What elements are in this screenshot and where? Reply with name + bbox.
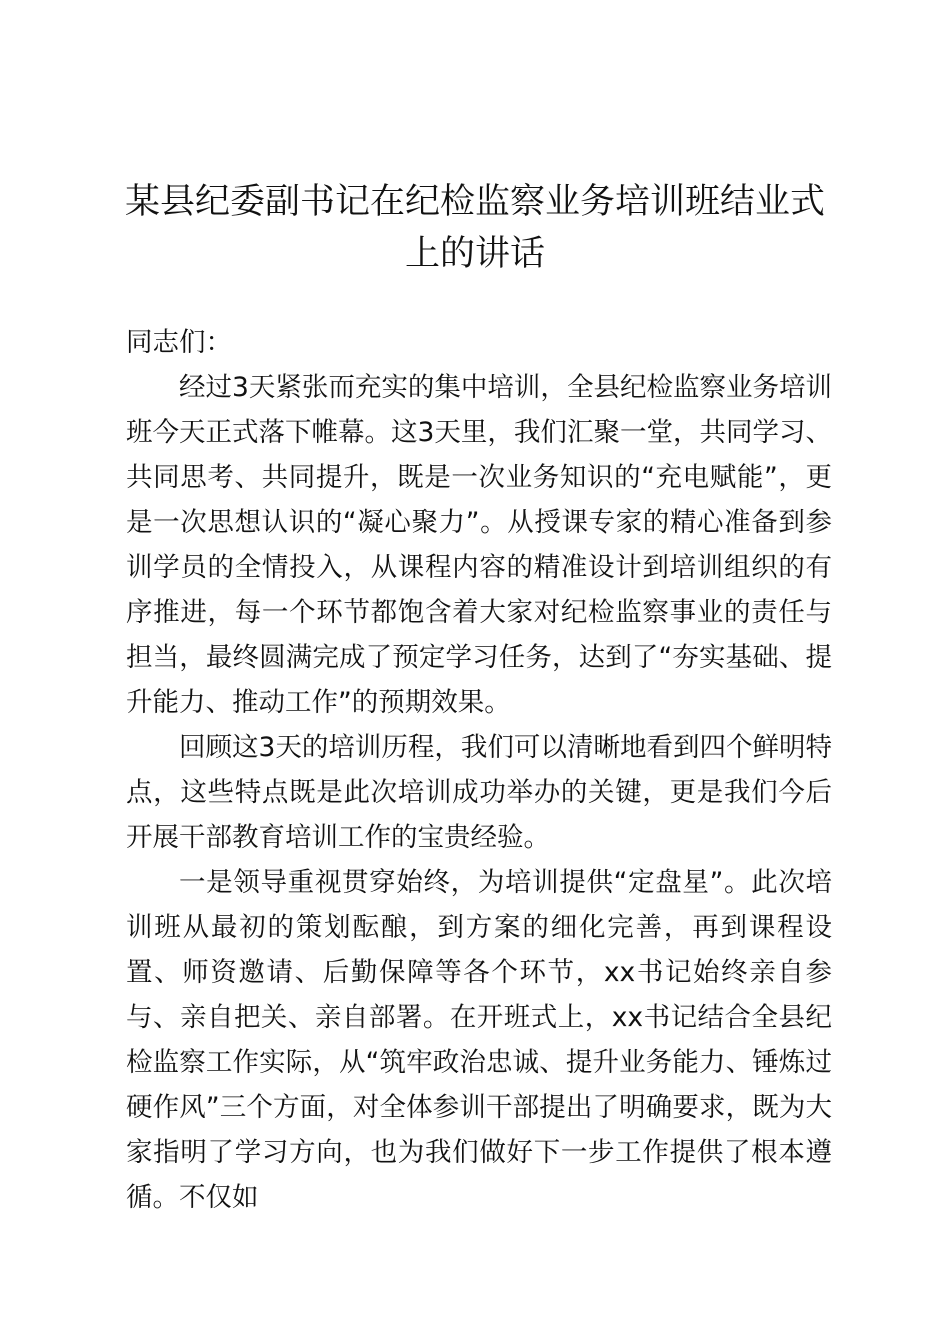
document-title: 某县纪委副书记在纪检监察业务培训班结业式上的讲话 xyxy=(124,182,825,274)
paragraph-3: 一是领导重视贯穿始终，为培训提供“定盘星”。此次培训班从最初的策划酝酿，到方案的细化完善，再到课程设置、师资邀请、后勤保障等各个环节，xx书记始终亲自参与、亲自把关、亲自部署。在开班式上，xx书记结合全县纪检监察工作实际，从“筑牢政治忠诚、提升业务能力、锤炼过硬作风”三个方面，对全体参训干部提出了明确要求，既为大家指明了学习方向，也为我们做好下一步工作提供了根本遵循。不仅如 xyxy=(126,867,832,1213)
paragraph-2: 回顾这3天的培训历程，我们可以清晰地看到四个鲜明特点，这些特点既是此次培训成功举办的关键，更是我们今后开展干部教育培训工作的宝贵经验。 xyxy=(126,732,832,853)
salutation: 同志们： xyxy=(126,327,232,358)
paragraph-1: 经过3天紧张而充实的集中培训，全县纪检监察业务培训班今天正式落下帷幕。这3天里，我们汇聚一堂，共同学习、共同思考、共同提升，既是一次业务知识的“充电赋能”，更是一次思想认识的“凝心聚力”。从授课专家的精心准备到参训学员的全情投入，从课程内容的精准设计到培训组织的有序推进，每一个环节都饱含着大家对纪检监察事业的责任与担当，最终圆满完成了预定学习任务，达到了“夯实基础、提升能力、推动工作”的预期效果。 xyxy=(126,372,832,718)
document-body xyxy=(126,320,832,1220)
